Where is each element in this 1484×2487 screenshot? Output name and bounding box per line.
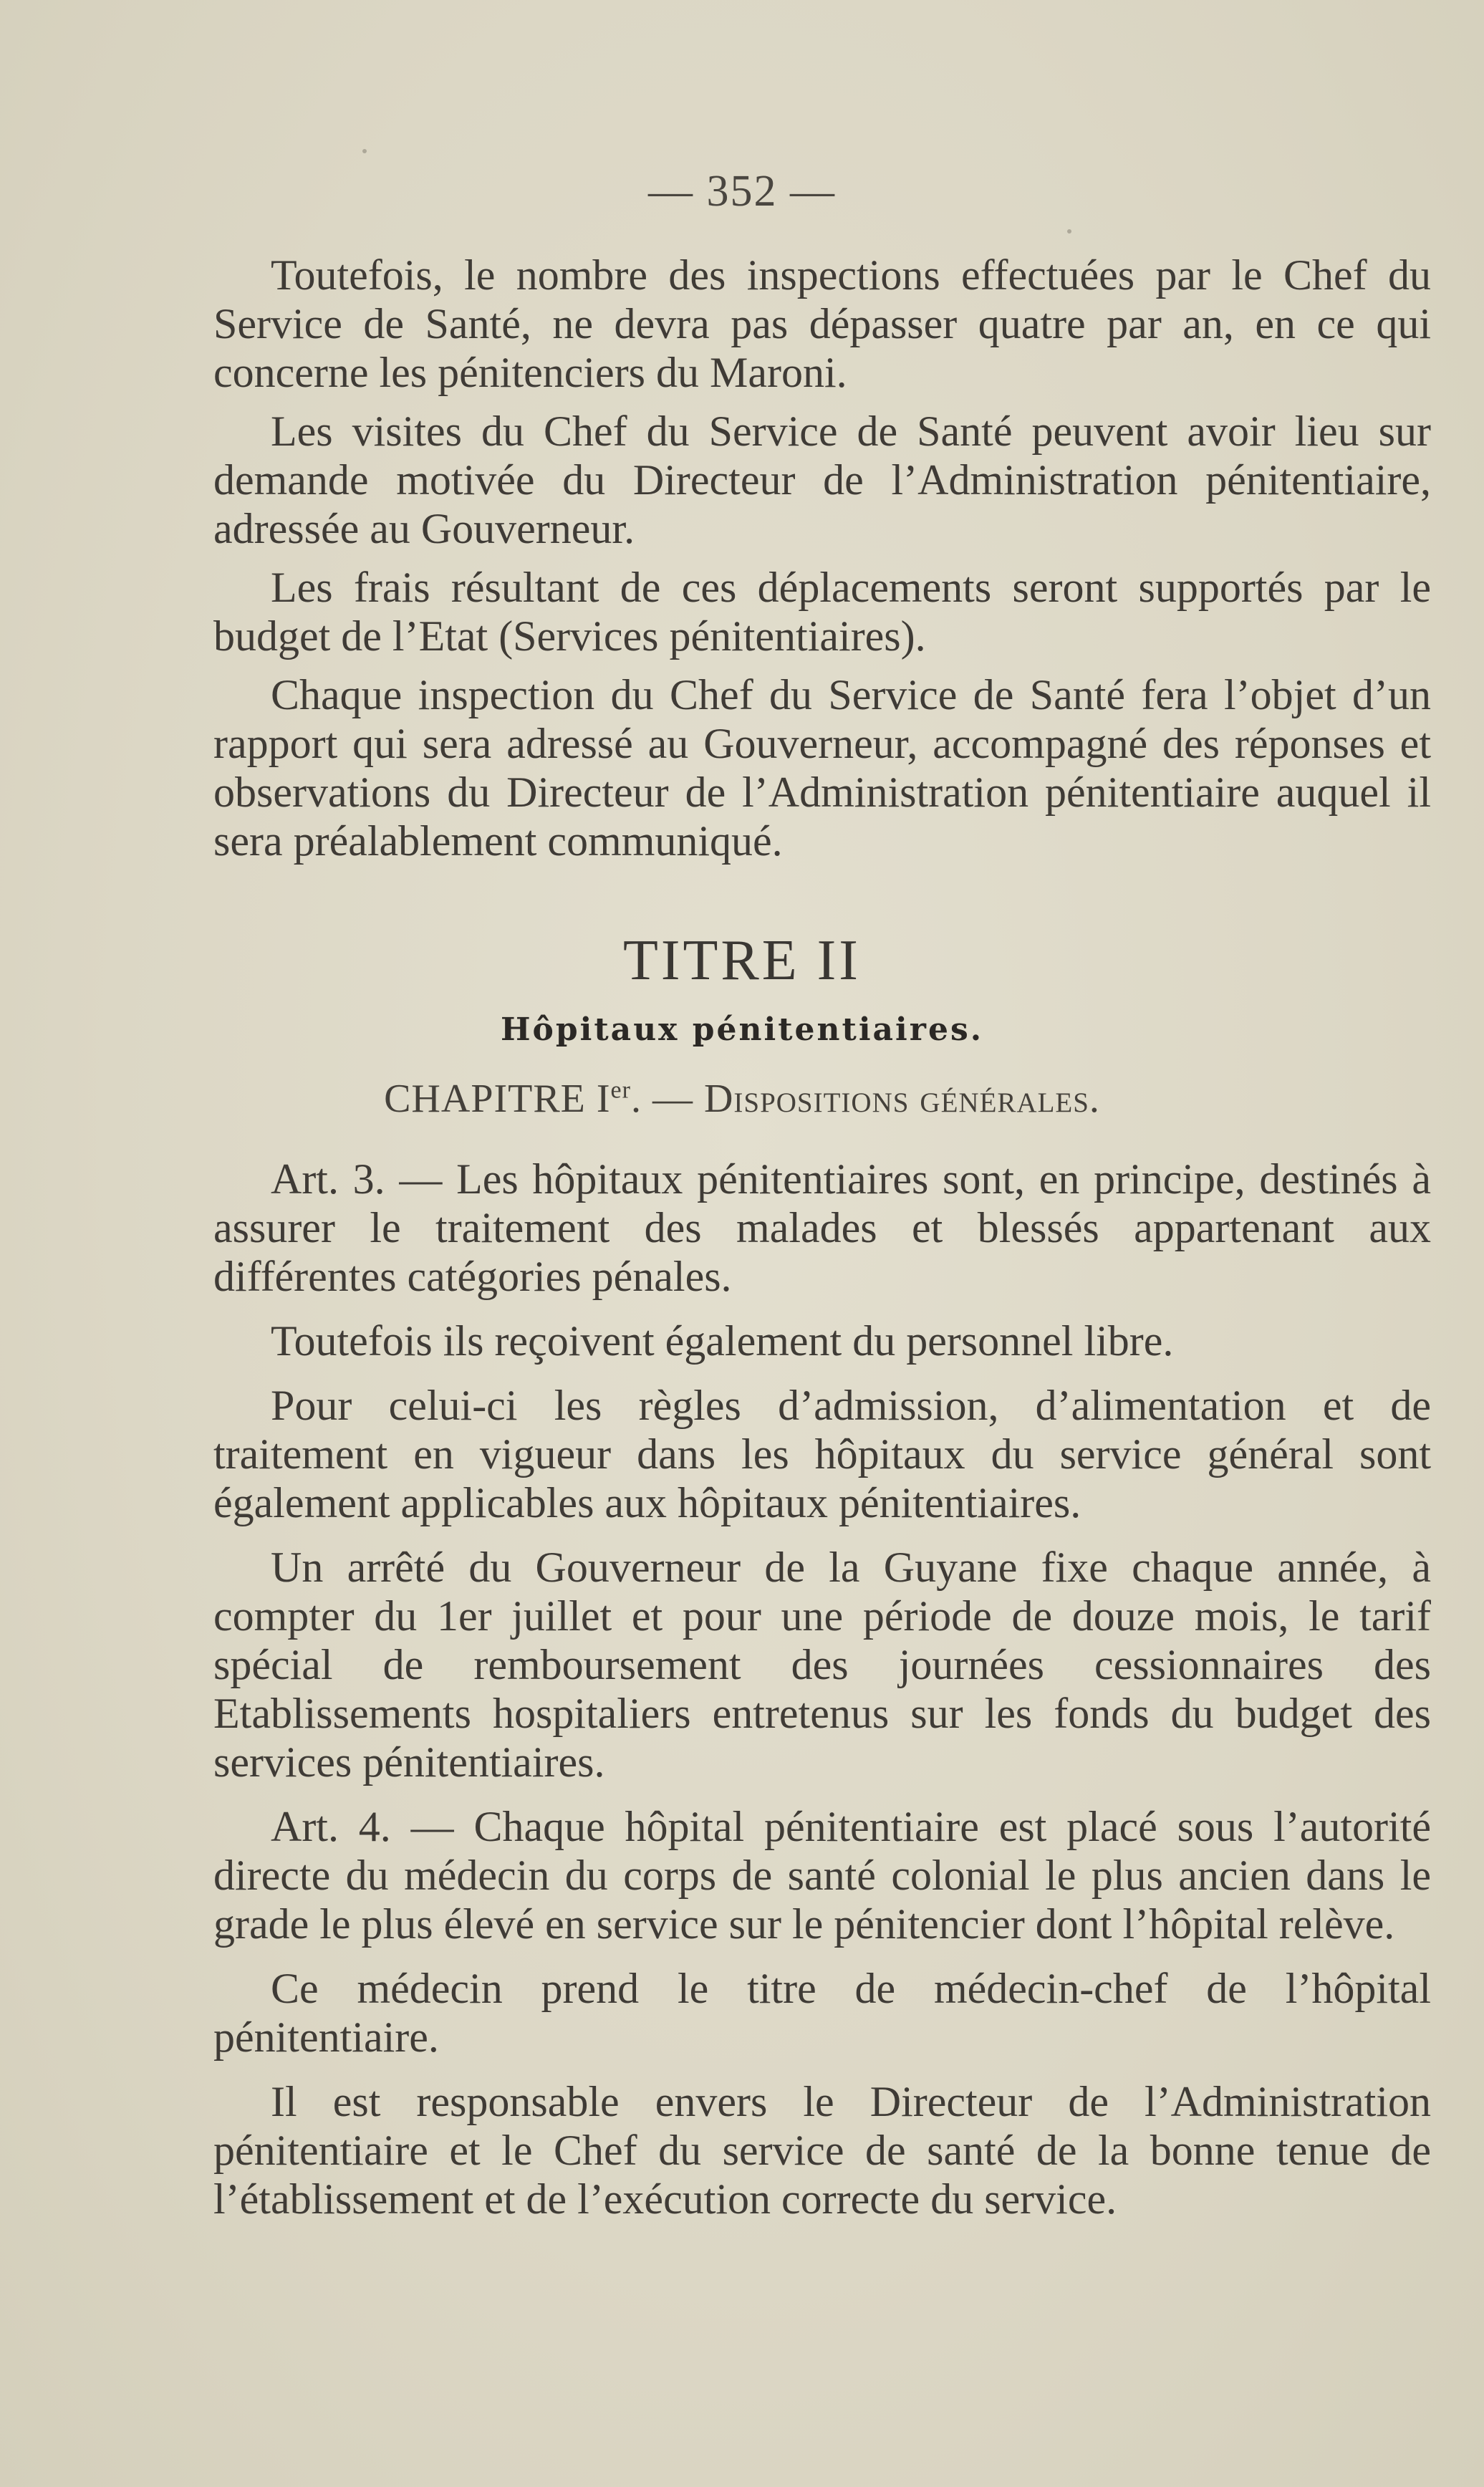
body-section <box>213 1155 1431 2223</box>
ink-speck <box>362 149 367 153</box>
chapter-label-sup: er <box>610 1077 631 1104</box>
paragraph: Pour celui-ci les règles d’admission, d’alimentation et de traitement en vigueur dans les hôpitaux du service général sont également applicables aux hôpitaux pénitentiaires. <box>213 1382 1431 1526</box>
paragraph: Les visites du Chef du Service de Santé peuvent avoir lieu sur demande motivée du Directeur de l’Administration pénitentiaire, adressée au Gouverneur. <box>213 408 1431 552</box>
paragraph: Ce médecin prend le titre de médecin-chef de l’hôpital pénitentiaire. <box>213 1965 1431 2061</box>
page-number: — 352 — <box>648 167 836 216</box>
paragraph: Il est responsable envers le Directeur de l’Administration pénitentiaire et le Chef du service de santé de la bonne tenue de l’établissement et de l’exécution correcte du service. <box>213 2078 1431 2223</box>
ink-speck <box>1067 229 1071 234</box>
section-subtitle: Hôpitaux pénitentiaires. <box>500 1011 984 1048</box>
chapter-heading <box>0 1076 1484 1122</box>
section-title: TITRE II <box>623 929 861 992</box>
paragraph: Chaque inspection du Chef du Service de Santé fera l’objet d’un rapport qui sera adressé au Gouverneur, accompagné des réponses et observations du Directeur de l’Administration pénitentiaire auquel il sera préalablement communiqué. <box>213 671 1431 865</box>
paragraph: Art. 4. — Chaque hôpital pénitentiaire est placé sous l’autorité directe du médecin du corps de santé colonial le plus ancien dans le grade le plus élevé en service sur le pénitencier dont l’hôpital relève. <box>213 1803 1431 1948</box>
chapter-separator: . — <box>630 1077 704 1121</box>
paragraph: Toutefois ils reçoivent également du personnel libre. <box>271 1317 1174 1365</box>
chapter-label: CHAPITRE I <box>384 1077 611 1121</box>
paragraph: Un arrêté du Gouverneur de la Guyane fixe chaque année, à compter du 1er juillet et pour une période de douze mois, le tarif spécial de remboursement des journées cessionnaires des Etablissements hospitaliers entretenus sur les fonds du budget des services pénitentiaires. <box>213 1544 1431 1786</box>
intro-section <box>213 251 1431 865</box>
paragraph: Les frais résultant de ces déplacements seront supportés par le budget de l’Etat (Services pénitentiaires). <box>213 564 1431 660</box>
paragraph: Art. 3. — Les hôpitaux pénitentiaires sont, en principe, destinés à assurer le traitement des malades et blessés appartenant aux différentes catégories pénales. <box>213 1155 1431 1300</box>
chapter-title: Dispositions générales. <box>703 1077 1100 1121</box>
paragraph: Toutefois, le nombre des inspections effectuées par le Chef du Service de Santé, ne devra pas dépasser quatre par an, en ce qui concerne les pénitenciers du Maroni. <box>213 251 1431 396</box>
